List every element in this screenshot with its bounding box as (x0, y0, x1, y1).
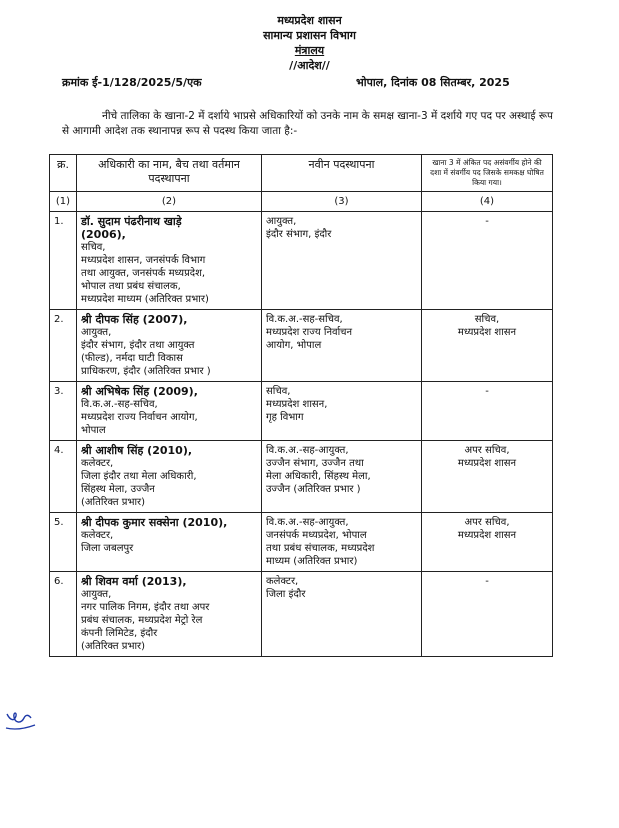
new-posting-line: आयोग, भोपाल (266, 340, 322, 351)
officer-name: श्री अभिषेक सिंह (2009), (81, 385, 198, 398)
officer-detail-line: भोपाल तथा प्रबंध संचालक, (81, 281, 181, 292)
remarks-line: - (485, 216, 489, 227)
row-officer (77, 572, 262, 657)
officer-name: श्री दीपक सिंह (2007), (81, 313, 188, 326)
posting-table (49, 154, 553, 657)
intro-paragraph: नीचे तालिका के खाना-2 में दर्शाये भाप्रसे अधिकारियों को उनके नाम के समक्ष खाना-3 में दर्शाये गए पद पर अस्थाई रूप से आगामी आदेश तक स्थानापन्न रूप से पदस्थ किया जाता है:- (62, 110, 553, 137)
row-remarks (422, 513, 553, 572)
officer-detail-line: आयुक्त, (81, 589, 112, 600)
header-serial: क्र. (50, 155, 77, 192)
remarks-line: अपर सचिव, (464, 517, 510, 528)
table-row (50, 310, 553, 382)
column-number: (2) (77, 192, 262, 212)
row-remarks (422, 572, 553, 657)
officer-detail-line: (अतिरिक्त प्रभार) (81, 641, 146, 652)
row-officer (77, 212, 262, 310)
row-serial: 1. (50, 212, 77, 310)
new-posting-line: इंदौर संभाग, इंदौर (266, 229, 332, 240)
row-serial: 4. (50, 441, 77, 513)
row-new-posting (262, 382, 422, 441)
column-number: (3) (262, 192, 422, 212)
header-government: मध्यप्रदेश शासन (277, 14, 342, 27)
new-posting-line: वि.क.अ.-सह-आयुक्त, (266, 517, 349, 528)
row-officer (77, 513, 262, 572)
remarks-line: - (485, 386, 489, 397)
officer-detail-line: नगर पालिक निगम, इंदौर तथा अपर (81, 602, 210, 613)
new-posting-line: जिला इंदौर (266, 589, 306, 600)
new-posting-line: मध्यप्रदेश राज्य निर्वाचन (266, 327, 353, 338)
officer-detail-line: कलेक्टर, (81, 530, 114, 541)
officer-detail-line: सिंहस्थ मेला, उज्जैन (81, 484, 155, 495)
row-new-posting (262, 310, 422, 382)
header-department: सामान्य प्रशासन विभाग (263, 29, 356, 42)
header-remarks: खाना 3 में अंकित पद असंवर्गीय होने की दशा में संवर्गीय पद जिसके समकक्ष घोषित किया गया। (422, 155, 553, 192)
row-serial: 6. (50, 572, 77, 657)
row-serial: 5. (50, 513, 77, 572)
table-body (50, 212, 553, 657)
officer-detail-line: प्रबंध संचालक, मध्यप्रदेश मेट्रो रेल (81, 615, 203, 626)
officer-name: श्री आशीष सिंह (2010), (81, 444, 193, 457)
table-row (50, 212, 553, 310)
column-number: (4) (422, 192, 553, 212)
order-number: क्रमांक ई-1/128/2025/5/एक (62, 76, 202, 89)
remarks-line: अपर सचिव, (464, 445, 510, 456)
remarks-line: - (485, 576, 489, 587)
row-remarks (422, 310, 553, 382)
header-officer: अधिकारी का नाम, बैच तथा वर्तमान पदस्थापना (77, 155, 262, 192)
new-posting-line: उज्जैन संभाग, उज्जैन तथा (266, 458, 364, 469)
officer-detail-line: आयुक्त, (81, 327, 112, 338)
new-posting-line: वि.क.अ.-सह-आयुक्त, (266, 445, 349, 456)
officer-name: श्री शिवम वर्मा (2013), (81, 575, 187, 588)
new-posting-line: तथा प्रबंध संचालक, मध्यप्रदेश (266, 543, 375, 554)
row-officer (77, 441, 262, 513)
officer-detail-line: प्राधिकरण, इंदौर (अतिरिक्त प्रभार ) (81, 366, 211, 377)
officer-name: डॉ. सुदाम पंढरीनाथ खाड़े (81, 215, 182, 228)
row-serial: 3. (50, 382, 77, 441)
column-number: (1) (50, 192, 77, 212)
officer-detail-line: इंदौर संभाग, इंदौर तथा आयुक्त (81, 340, 195, 351)
officer-detail-line: भोपाल (81, 425, 106, 436)
officer-detail-line: कलेक्टर, (81, 458, 114, 469)
row-officer (77, 382, 262, 441)
row-remarks (422, 441, 553, 513)
officer-detail-line: (अतिरिक्त प्रभार) (81, 497, 146, 508)
table-row (50, 441, 553, 513)
officer-detail-line: जिला जबलपुर (81, 543, 134, 554)
new-posting-line: वि.क.अ.-सह-सचिव, (266, 314, 343, 325)
row-new-posting (262, 572, 422, 657)
row-new-posting (262, 513, 422, 572)
officer-detail-line: सचिव, (81, 242, 106, 253)
table-row (50, 382, 553, 441)
new-posting-line: गृह विभाग (266, 412, 304, 423)
remarks-line: सचिव, (474, 314, 500, 325)
new-posting-line: उज्जैन (अतिरिक्त प्रभार ) (266, 484, 361, 495)
officer-detail-line: मध्यप्रदेश राज्य निर्वाचन आयोग, (81, 412, 198, 423)
officer-detail-line: जिला इंदौर तथा मेला अधिकारी, (81, 471, 197, 482)
new-posting-line: मेला अधिकारी, सिंहस्थ मेला, (266, 471, 371, 482)
row-remarks (422, 382, 553, 441)
officer-detail-line: कंपनी लिमिटेड, इंदौर (81, 628, 158, 639)
officer-detail-line: तथा आयुक्त, जनसंपर्क मध्यप्रदेश, (81, 268, 206, 279)
new-posting-line: जनसंपर्क मध्यप्रदेश, भोपाल (266, 530, 367, 541)
header-new-posting: नवीन पदस्थापना (262, 155, 422, 192)
new-posting-line: कलेक्टर, (266, 576, 299, 587)
remarks-line: मध्यप्रदेश शासन (457, 327, 517, 338)
officer-detail-line: (2006), (81, 228, 126, 241)
header-ministry: मंत्रालय (294, 44, 325, 57)
table-header-row (50, 155, 553, 192)
row-serial: 2. (50, 310, 77, 382)
row-officer (77, 310, 262, 382)
new-posting-line: आयुक्त, (266, 216, 297, 227)
officer-name: श्री दीपक कुमार सक्सेना (2010), (81, 516, 228, 529)
new-posting-line: माध्यम (अतिरिक्त प्रभार) (266, 556, 358, 567)
officer-detail-line: वि.क.अ.-सह-सचिव, (81, 399, 158, 410)
column-number-row (50, 192, 553, 212)
header-order: //आदेश// (289, 59, 330, 72)
row-remarks (422, 212, 553, 310)
officer-detail-line: मध्यप्रदेश शासन, जनसंपर्क विभाग (81, 255, 206, 266)
table-row (50, 513, 553, 572)
table-row (50, 572, 553, 657)
remarks-line: मध्यप्रदेश शासन (457, 530, 517, 541)
officer-detail-line: मध्यप्रदेश माध्यम (अतिरिक्त प्रभार) (81, 294, 209, 305)
new-posting-line: सचिव, (266, 386, 291, 397)
remarks-line: मध्यप्रदेश शासन (457, 458, 517, 469)
row-new-posting (262, 441, 422, 513)
row-new-posting (262, 212, 422, 310)
initials-signature-icon (4, 706, 38, 734)
new-posting-line: मध्यप्रदेश शासन, (266, 399, 328, 410)
order-place-date: भोपाल, दिनांक 08 सितम्बर, 2025 (356, 76, 510, 89)
officer-detail-line: (फील्ड), नर्मदा घाटी विकास (81, 353, 183, 364)
